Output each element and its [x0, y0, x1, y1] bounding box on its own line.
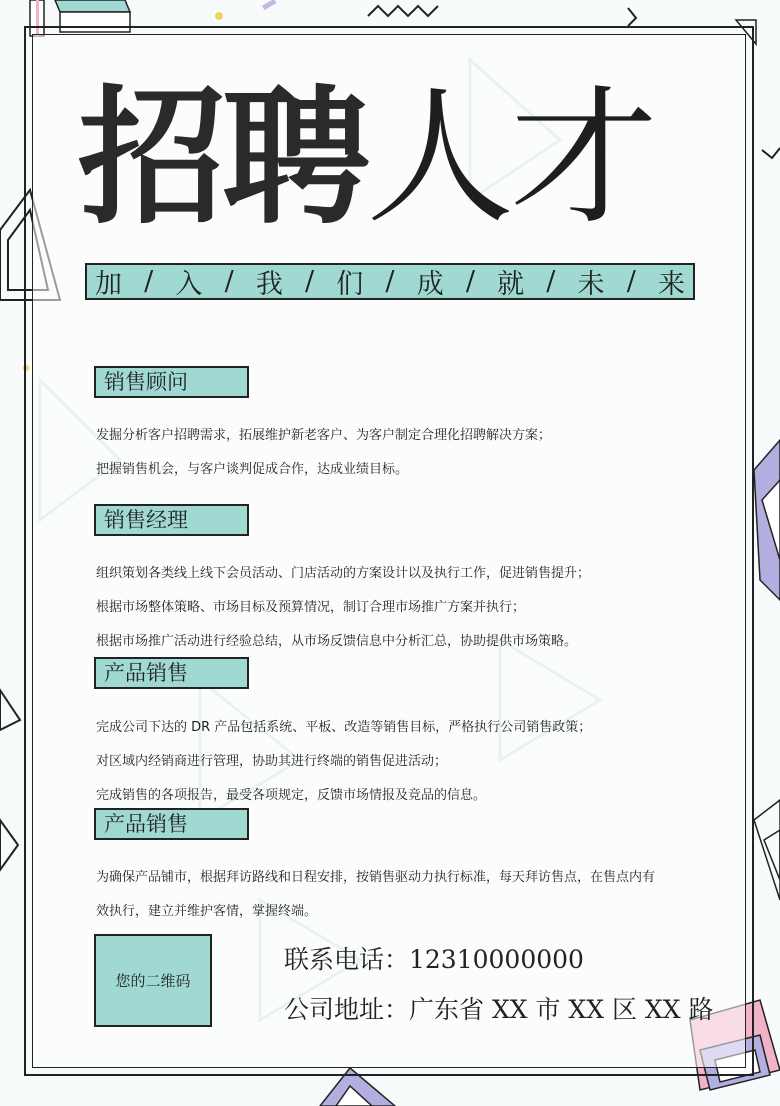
section-desc-line: 根据市场推广活动进行经验总结，从市场反馈信息中分析汇总，协助提供市场策略。 — [96, 634, 578, 649]
section-desc-line: 组织策划各类线上线下会员活动、门店活动的方案设计以及执行工作，促进销售提升； — [96, 566, 591, 581]
section-desc-line: 效执行，建立并维护客情，掌握终端。 — [96, 904, 318, 919]
subtitle-char: 我 — [255, 269, 283, 300]
triangle-left-lower — [0, 690, 20, 870]
subtitle-slash: / — [305, 266, 315, 297]
subtitle-slash: / — [144, 266, 154, 297]
section-desc-line: 发掘分析客户招聘需求，拓展维护新老客户、为客户制定合理化招聘解决方案； — [96, 428, 552, 443]
section-desc-line: 对区域内经销商进行管理，协助其进行终端的销售促进活动； — [96, 754, 448, 769]
zigzag-top-right — [628, 8, 636, 26]
section-desc-line: 把握销售机会，与客户谈判促成合作，达成业绩目标。 — [96, 462, 409, 477]
title-thin-part: 人才 — [366, 72, 654, 244]
section-label-sales-manager: 销售经理 — [94, 504, 249, 536]
subtitle-char: 未 — [577, 269, 605, 300]
triangle-right-purple — [754, 440, 780, 600]
poster-title — [78, 72, 718, 244]
subtitle-char: 来 — [657, 269, 685, 300]
subtitle-char: 成 — [416, 269, 444, 300]
section-desc-line: 为确保产品铺市，根据拜访路线和日程安排，按销售驱动力执行标准，每天拜访售点，在售点内有 — [96, 870, 656, 885]
section-label-sales-consultant: 销售顾问 — [94, 366, 249, 398]
section-desc-line: 完成销售的各项报告，最受各项规定，反馈市场情报及竞品的信息。 — [96, 788, 487, 803]
subtitle-slash: / — [224, 266, 234, 297]
section-desc-line: 根据市场整体策略、市场目标及预算情况，制订合理市场推广方案并执行； — [96, 600, 526, 615]
qr-code-placeholder — [94, 934, 212, 1027]
section-label-product-sales: 产品销售 — [94, 657, 249, 689]
section-desc-line: 完成公司下达的 DR 产品包括系统、平板、改造等销售目标，严格执行公司销售政策； — [96, 720, 592, 735]
subtitle-slash: / — [546, 266, 556, 297]
subtitle-char: 加 — [95, 269, 122, 300]
subtitle-char: 就 — [497, 269, 525, 300]
subtitle-slash: / — [385, 266, 395, 297]
triangle-right-lower — [754, 800, 780, 900]
contact-address: 公司地址：广东省 XX 市 XX 区 XX 路 — [284, 995, 714, 1024]
subtitle-char: 们 — [336, 269, 364, 300]
subtitle-bar — [85, 263, 695, 300]
qr-label: 您的二维码 — [115, 972, 191, 990]
section-label-product-sales-2: 产品销售 — [94, 808, 249, 840]
subtitle-slash: / — [626, 266, 636, 297]
zigzag-top — [368, 6, 438, 16]
title-bold-part: 招聘 — [78, 72, 366, 244]
subtitle-slash: / — [465, 266, 475, 297]
contact-phone: 联系电话：12310000000 — [284, 945, 584, 974]
subtitle-char: 入 — [175, 269, 203, 300]
